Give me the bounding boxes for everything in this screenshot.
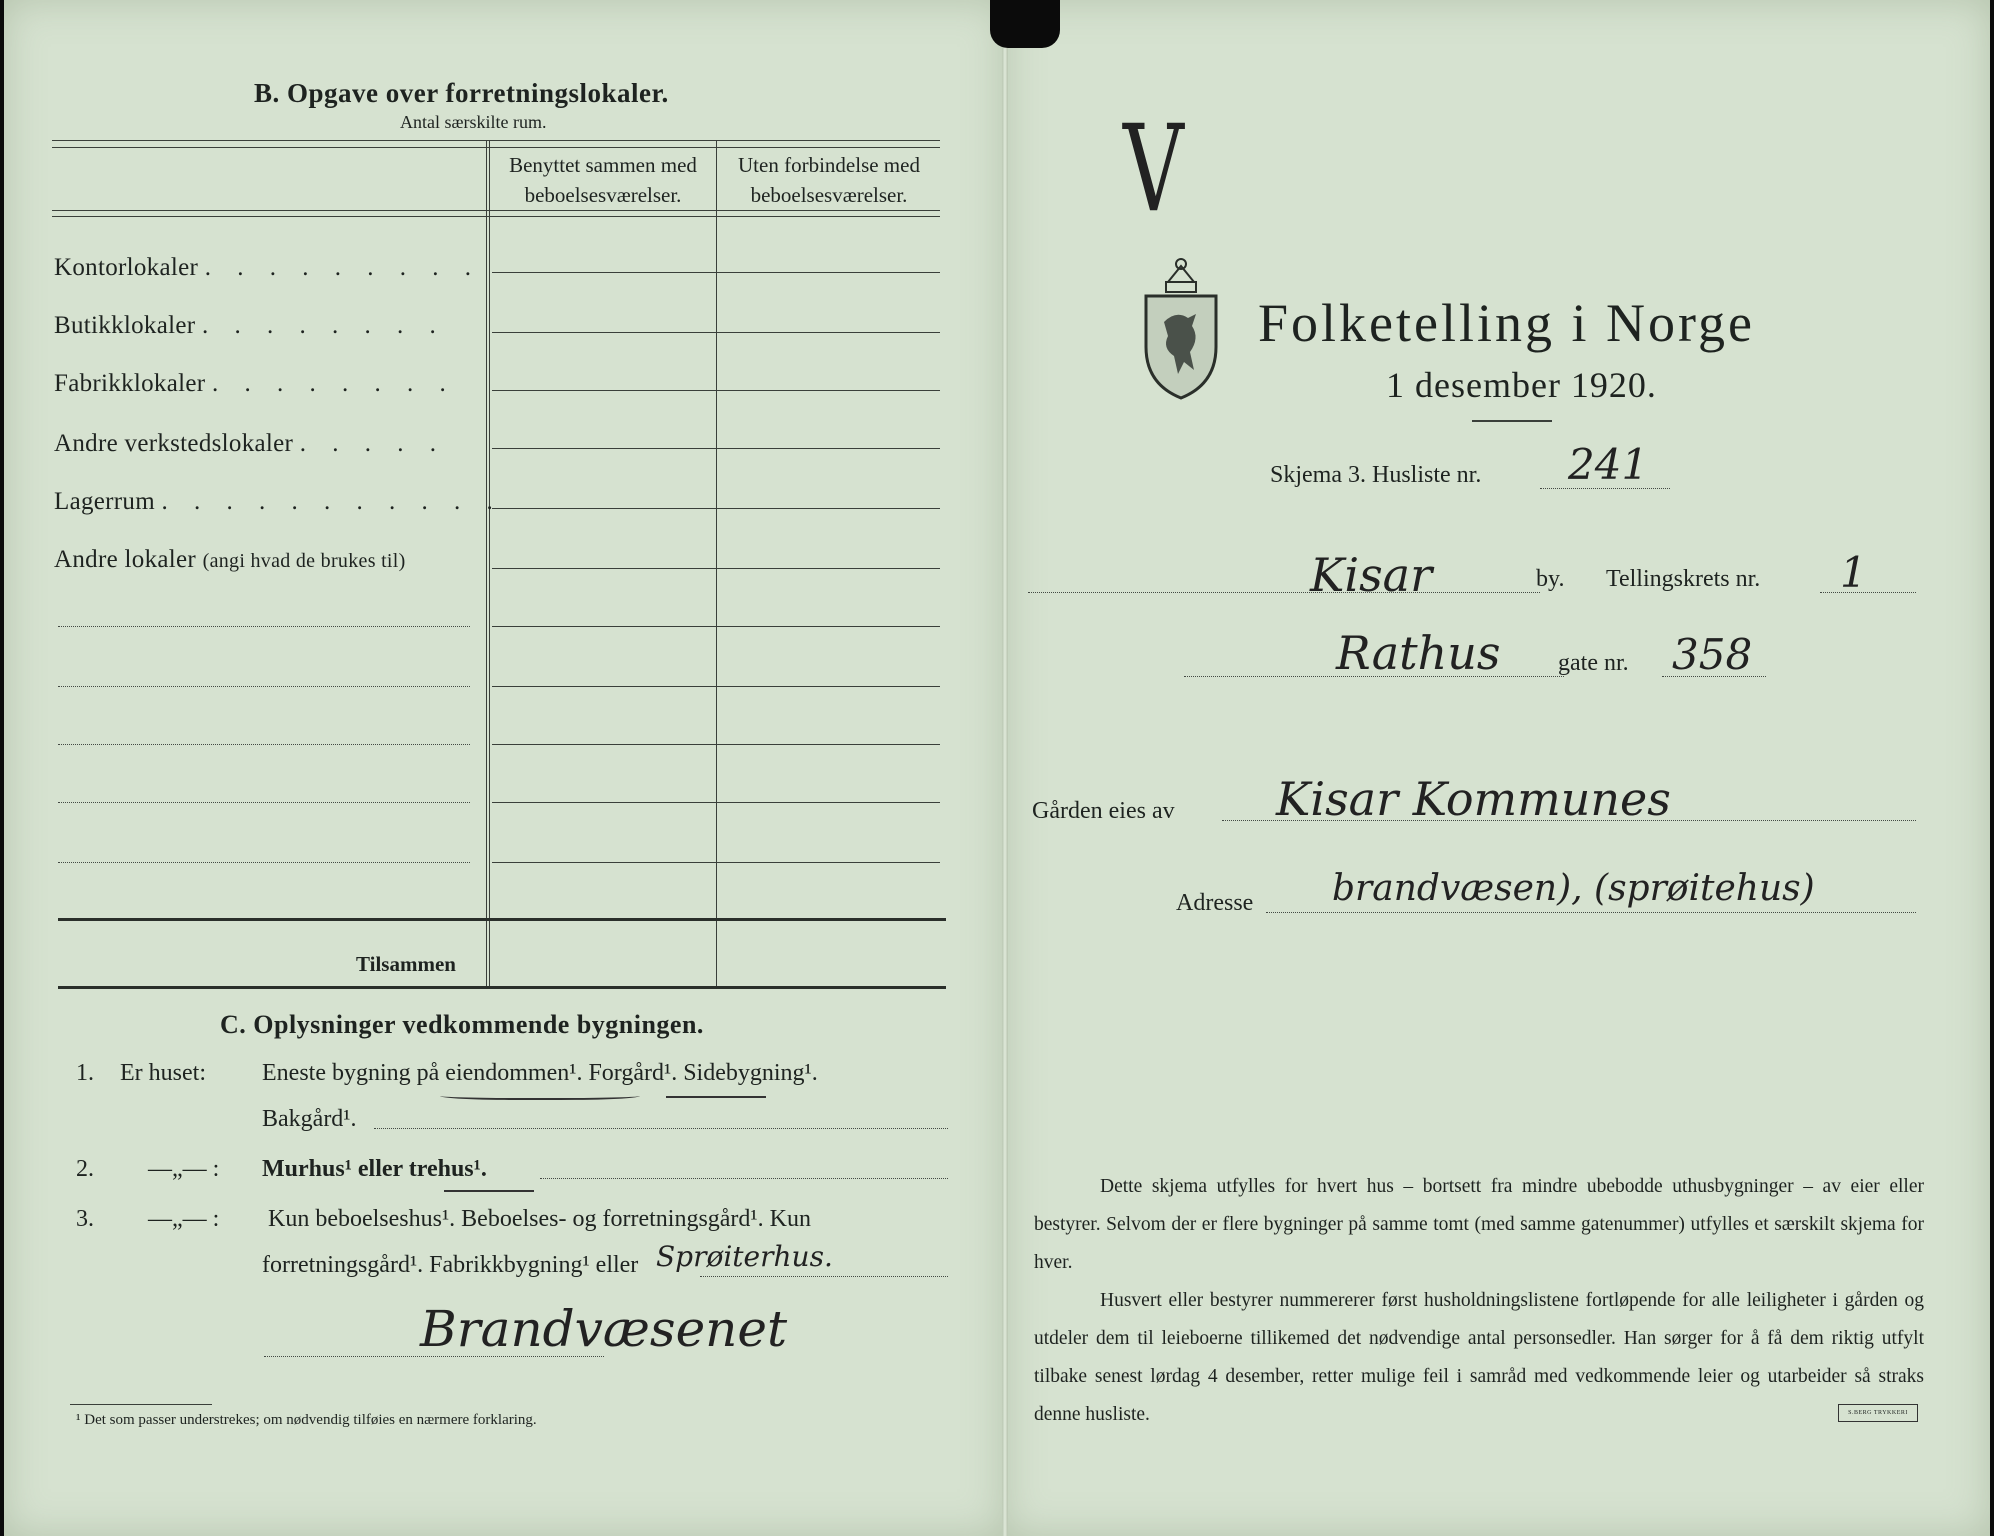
blank-entry-line bbox=[540, 1178, 948, 1179]
blank-entry-line bbox=[374, 1128, 948, 1129]
husliste-number: 241 bbox=[1568, 440, 1649, 489]
row-label-fabrikk: Fabrikklokaler . . . . . . . . bbox=[54, 370, 456, 397]
instruction-paragraph-2: Husvert eller bestyrer nummererer først husholdningslistene fortløpende for alle leiligheter i gården og utdeler dem til leieboerne tillikemed det nødvendige antal personsedler. Han sørger for å få dem riktig utfylt tilbake senest lørdag 4 desember, retter mulige feil i samråd med vedkommende leier og utarbeider så straks denne husliste. bbox=[1034, 1290, 1924, 1425]
item3-handwritten: Sprøiterhus. bbox=[656, 1240, 833, 1273]
row-rule bbox=[492, 744, 940, 745]
total-bottom-rule bbox=[58, 986, 946, 989]
row-rule bbox=[492, 332, 940, 333]
signature: Brandvæsenet bbox=[420, 1300, 788, 1358]
row-rule bbox=[492, 626, 940, 627]
col-divider-1 bbox=[486, 140, 490, 988]
krets-number: 1 bbox=[1840, 548, 1867, 597]
row-rule bbox=[492, 272, 940, 273]
row-rule bbox=[492, 390, 940, 391]
section-b-subtitle: Antal særskilte rum. bbox=[400, 112, 547, 132]
row-rule bbox=[492, 448, 940, 449]
row-rule bbox=[492, 568, 940, 569]
blank-entry-line bbox=[700, 1276, 948, 1277]
gate-number: 358 bbox=[1672, 630, 1753, 679]
instruction-paragraph-1: Dette skjema utfylles for hvert hus – bortsett fra mindre ubebodde uthusbygninger – av eier eller bestyrer. Selvom der er flere bygninger på samme tomt (med samme gatenummer) utfylles et særskilt skjema for hver. bbox=[1034, 1176, 1924, 1273]
header-bottom-rule bbox=[52, 210, 940, 211]
krets-line bbox=[1820, 592, 1916, 593]
col-header-without-dwelling: Uten forbindelse med beboelsesværelser. bbox=[738, 153, 920, 207]
skjema-label: Skjema 3. Husliste nr. bbox=[1270, 462, 1482, 488]
item2-number: 2. bbox=[76, 1156, 94, 1182]
paper-notch bbox=[990, 0, 1060, 48]
col-divider-2 bbox=[716, 140, 717, 988]
item1-cont: Bakgård¹. bbox=[262, 1106, 357, 1132]
husliste-line bbox=[1540, 488, 1670, 489]
row-label-lager: Lagerrum . . . . . . . . . . . bbox=[54, 488, 503, 515]
item1-text: Eneste bygning på eiendommen¹. Forgård¹. Sidebygning¹. bbox=[262, 1060, 818, 1086]
underline-mark bbox=[440, 1090, 640, 1100]
city-handwritten: Kisar bbox=[1310, 548, 1433, 602]
gate-label: gate nr. bbox=[1558, 650, 1629, 676]
footnote: ¹ Det som passer understrekes; om nødvendig tilføies en nærmere forklaring. bbox=[76, 1412, 537, 1428]
norway-coat-of-arms-icon bbox=[1138, 252, 1224, 402]
table-top-rule-2 bbox=[52, 147, 940, 148]
document-date: 1 desember 1920. bbox=[1386, 365, 1657, 405]
total-label: Tilsammen bbox=[356, 952, 456, 976]
gate-line bbox=[1184, 676, 1564, 677]
footnote-rule bbox=[70, 1404, 212, 1405]
item3-cont: forretningsgård¹. Fabrikkbygning¹ eller bbox=[262, 1252, 639, 1278]
section-c-title: C. Oplysninger vedkommende bygningen. bbox=[220, 1010, 704, 1039]
section-b-title: B. Opgave over forretningslokaler. bbox=[254, 78, 669, 108]
row-label-verksted: Andre verkstedslokaler . . . . . bbox=[54, 430, 446, 457]
blank-entry-line bbox=[58, 862, 470, 863]
underline-mark bbox=[444, 1184, 534, 1192]
owner-line bbox=[1222, 820, 1916, 821]
city-line bbox=[1028, 592, 1540, 593]
underline-mark bbox=[666, 1090, 766, 1098]
col-header-with-dwelling: Benyttet sammen med beboelsesværelser. bbox=[509, 153, 697, 207]
blank-entry-line bbox=[58, 744, 470, 745]
page-fold bbox=[1002, 0, 1008, 1536]
header-bottom-rule-2 bbox=[52, 216, 940, 217]
item2-text: Murhus¹ eller trehus¹. bbox=[262, 1156, 487, 1182]
title-rule bbox=[1472, 420, 1552, 422]
gate-number-line bbox=[1662, 676, 1766, 677]
row-rule bbox=[492, 508, 940, 509]
item2-lead: —„— : bbox=[148, 1156, 220, 1182]
address-handwritten: brandvæsen), (sprøitehus) bbox=[1332, 868, 1815, 909]
item3-lead: —„— : bbox=[148, 1206, 220, 1232]
row-rule bbox=[492, 686, 940, 687]
document-title: Folketelling i Norge bbox=[1258, 293, 1755, 353]
row-rule bbox=[492, 802, 940, 803]
owner-label: Gården eies av bbox=[1032, 798, 1175, 824]
item1-lead: Er huset: bbox=[120, 1060, 206, 1086]
blank-entry-line bbox=[58, 626, 470, 627]
item1-number: 1. bbox=[76, 1060, 94, 1086]
address-label: Adresse bbox=[1176, 890, 1254, 916]
krets-label: Tellingskrets nr. bbox=[1606, 566, 1761, 592]
gate-handwritten: Rathus bbox=[1336, 626, 1501, 680]
total-top-rule bbox=[58, 918, 946, 921]
address-line bbox=[1266, 912, 1916, 913]
row-label-kontor: Kontorlokaler . . . . . . . . . bbox=[54, 254, 481, 281]
check-mark: V bbox=[1123, 100, 1184, 239]
printer-stamp: S.BERG TRYKKERI bbox=[1838, 1404, 1918, 1422]
item3-text: Kun beboelseshus¹. Beboelses- og forretningsgård¹. Kun bbox=[268, 1206, 811, 1232]
by-label: by. bbox=[1536, 566, 1565, 592]
signature-line bbox=[264, 1356, 604, 1357]
row-label-butikk: Butikklokaler . . . . . . . . bbox=[54, 312, 446, 339]
table-top-rule bbox=[52, 140, 940, 141]
row-label-andre: Andre lokaler (angi hvad de brukes til) bbox=[54, 546, 406, 573]
owner-handwritten: Kisar Kommunes bbox=[1276, 772, 1671, 826]
row-rule bbox=[492, 862, 940, 863]
blank-entry-line bbox=[58, 802, 470, 803]
item3-number: 3. bbox=[76, 1206, 94, 1232]
blank-entry-line bbox=[58, 686, 470, 687]
